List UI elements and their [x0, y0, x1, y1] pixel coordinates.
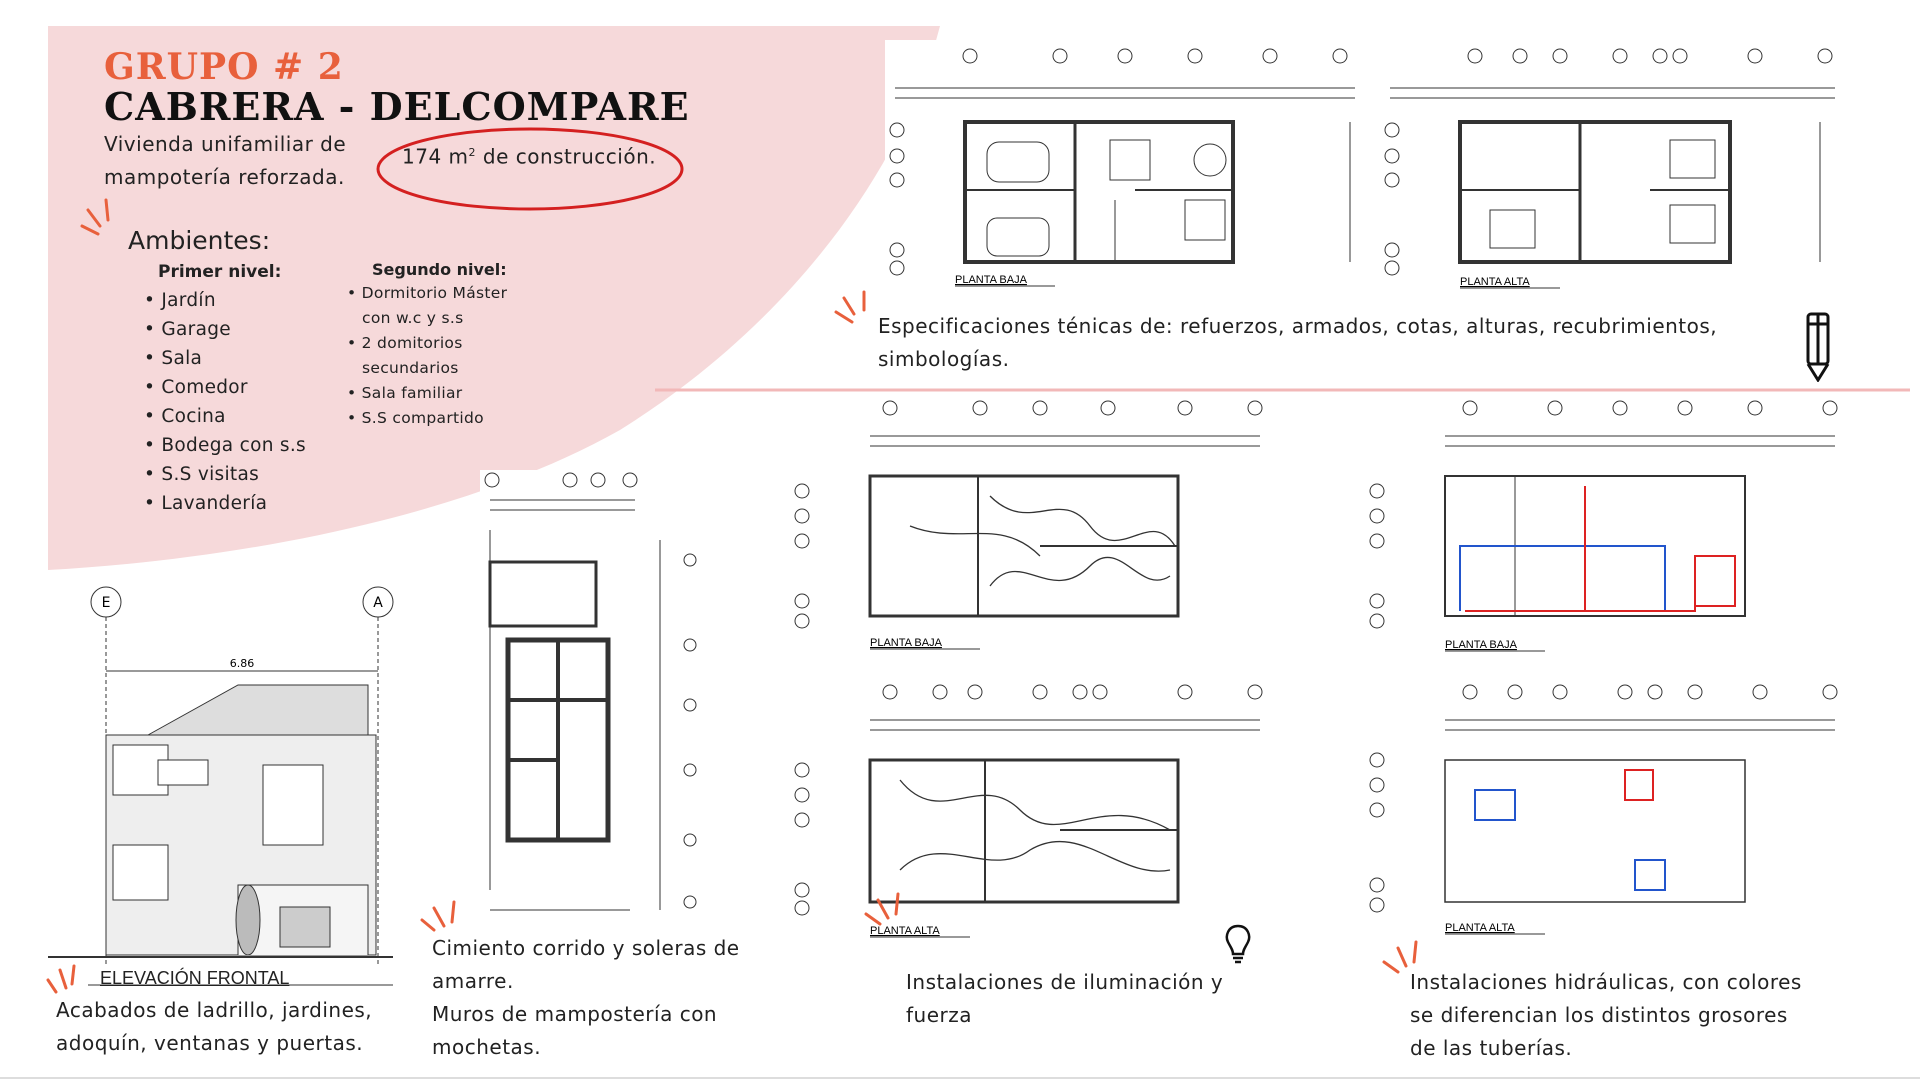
authors-title: CABRERA - DELCOMPARE — [104, 84, 690, 129]
sparkle-icon — [832, 288, 882, 330]
list-item: • Lavandería — [144, 489, 306, 518]
plan-label: PLANTA ALTA — [1445, 922, 1515, 934]
list-item-continued: secundarios — [362, 359, 459, 377]
segundo-nivel-section — [347, 260, 508, 431]
list-item: • Bodega con s.s — [144, 431, 306, 460]
plan-label: PLANTA BAJA — [1445, 639, 1517, 651]
elevacion-caption — [56, 994, 372, 1060]
sparkle-icon — [78, 196, 122, 246]
caption-line: Instalaciones hidráulicas, con colores — [1410, 970, 1802, 994]
list-item: • Comedor — [144, 373, 306, 402]
list-item: • Jardín — [144, 286, 306, 315]
list-item: • Sala — [144, 344, 306, 373]
list-item-continued: con w.c y s.s — [362, 309, 464, 327]
cimiento-caption — [432, 932, 740, 1064]
area-label: de construcción. — [476, 144, 657, 169]
plan-label: PLANTA ALTA — [1460, 276, 1530, 288]
ambientes-title: Ambientes: — [128, 226, 271, 255]
dimension-label: 6.86 — [229, 657, 255, 670]
caption-line: Muros de mampostería con — [432, 1002, 718, 1026]
caption-line: Especificaciones ténicas de: refuerzos, armados, cotas, alturas, recubrimientos, — [878, 314, 1718, 338]
description — [104, 128, 346, 194]
caption-line: simbologías. — [878, 347, 1010, 371]
primer-nivel-title: Primer nivel: — [158, 262, 282, 282]
elevacion-frontal-drawing — [48, 585, 408, 990]
caption-line: Instalaciones de iluminación y — [906, 970, 1224, 994]
caption-line: de las tuberías. — [1410, 1036, 1573, 1060]
pencil-icon — [1800, 306, 1836, 382]
area-value: 174 m — [402, 144, 469, 169]
hydraulic-plan-planta-baja — [1365, 396, 1840, 658]
hydraulic-plan-planta-alta — [1365, 680, 1840, 942]
caption-line: Acabados de ladrillo, jardines, — [56, 998, 373, 1022]
list-item: • Garage — [144, 315, 306, 344]
list-item: • Cocina — [144, 402, 306, 431]
primer-nivel-list — [144, 286, 306, 518]
hidraulicas-caption — [1410, 966, 1802, 1065]
lightbulb-icon — [1222, 922, 1254, 966]
area-superscript: 2 — [468, 146, 477, 159]
description-line: Vivienda unifamiliar de — [104, 132, 347, 156]
cimiento-plan-drawing — [480, 470, 710, 930]
caption-line: mochetas. — [432, 1035, 542, 1059]
caption-line: adoquín, ventanas y puertas. — [56, 1031, 364, 1055]
plan-label: PLANTA BAJA — [955, 274, 1027, 286]
electrical-plan-planta-baja — [790, 396, 1270, 656]
sparkle-icon — [418, 898, 474, 936]
list-item: • 2 domitorios — [347, 334, 463, 352]
group-title: GRUPO # 2 — [104, 46, 344, 88]
caption-line: Cimiento corrido y soleras de — [432, 936, 740, 960]
segundo-nivel-title: Segundo nivel: — [372, 260, 507, 279]
axis-label: E — [101, 595, 111, 611]
plan-label: PLANTA BAJA — [870, 637, 942, 649]
axis-label: A — [373, 595, 383, 611]
list-item: • S.S visitas — [144, 460, 306, 489]
iluminacion-caption — [906, 966, 1223, 1032]
especificaciones-caption — [878, 310, 1717, 376]
caption-line: amarre. — [432, 969, 514, 993]
list-item: • S.S compartido — [347, 409, 484, 427]
list-item: • Sala familiar — [347, 384, 463, 402]
red-circle-annotation — [375, 126, 685, 214]
sparkle-icon — [44, 962, 94, 998]
elevacion-label: ELEVACIÓN FRONTAL — [100, 968, 290, 988]
primer-nivel-section — [158, 262, 306, 518]
caption-line: se diferencian los distintos grosores — [1410, 1003, 1788, 1027]
caption-line: fuerza — [906, 1003, 972, 1027]
description-line: mampotería reforzada. — [104, 165, 345, 189]
floor-plan-planta-baja-top — [885, 40, 1360, 305]
segundo-nivel-list — [347, 281, 507, 431]
sparkle-icon — [862, 890, 916, 930]
plan-label: PLANTA ALTA — [870, 925, 940, 937]
floor-plan-planta-alta-top — [1380, 40, 1840, 305]
list-item: • Dormitorio Máster — [347, 284, 508, 302]
